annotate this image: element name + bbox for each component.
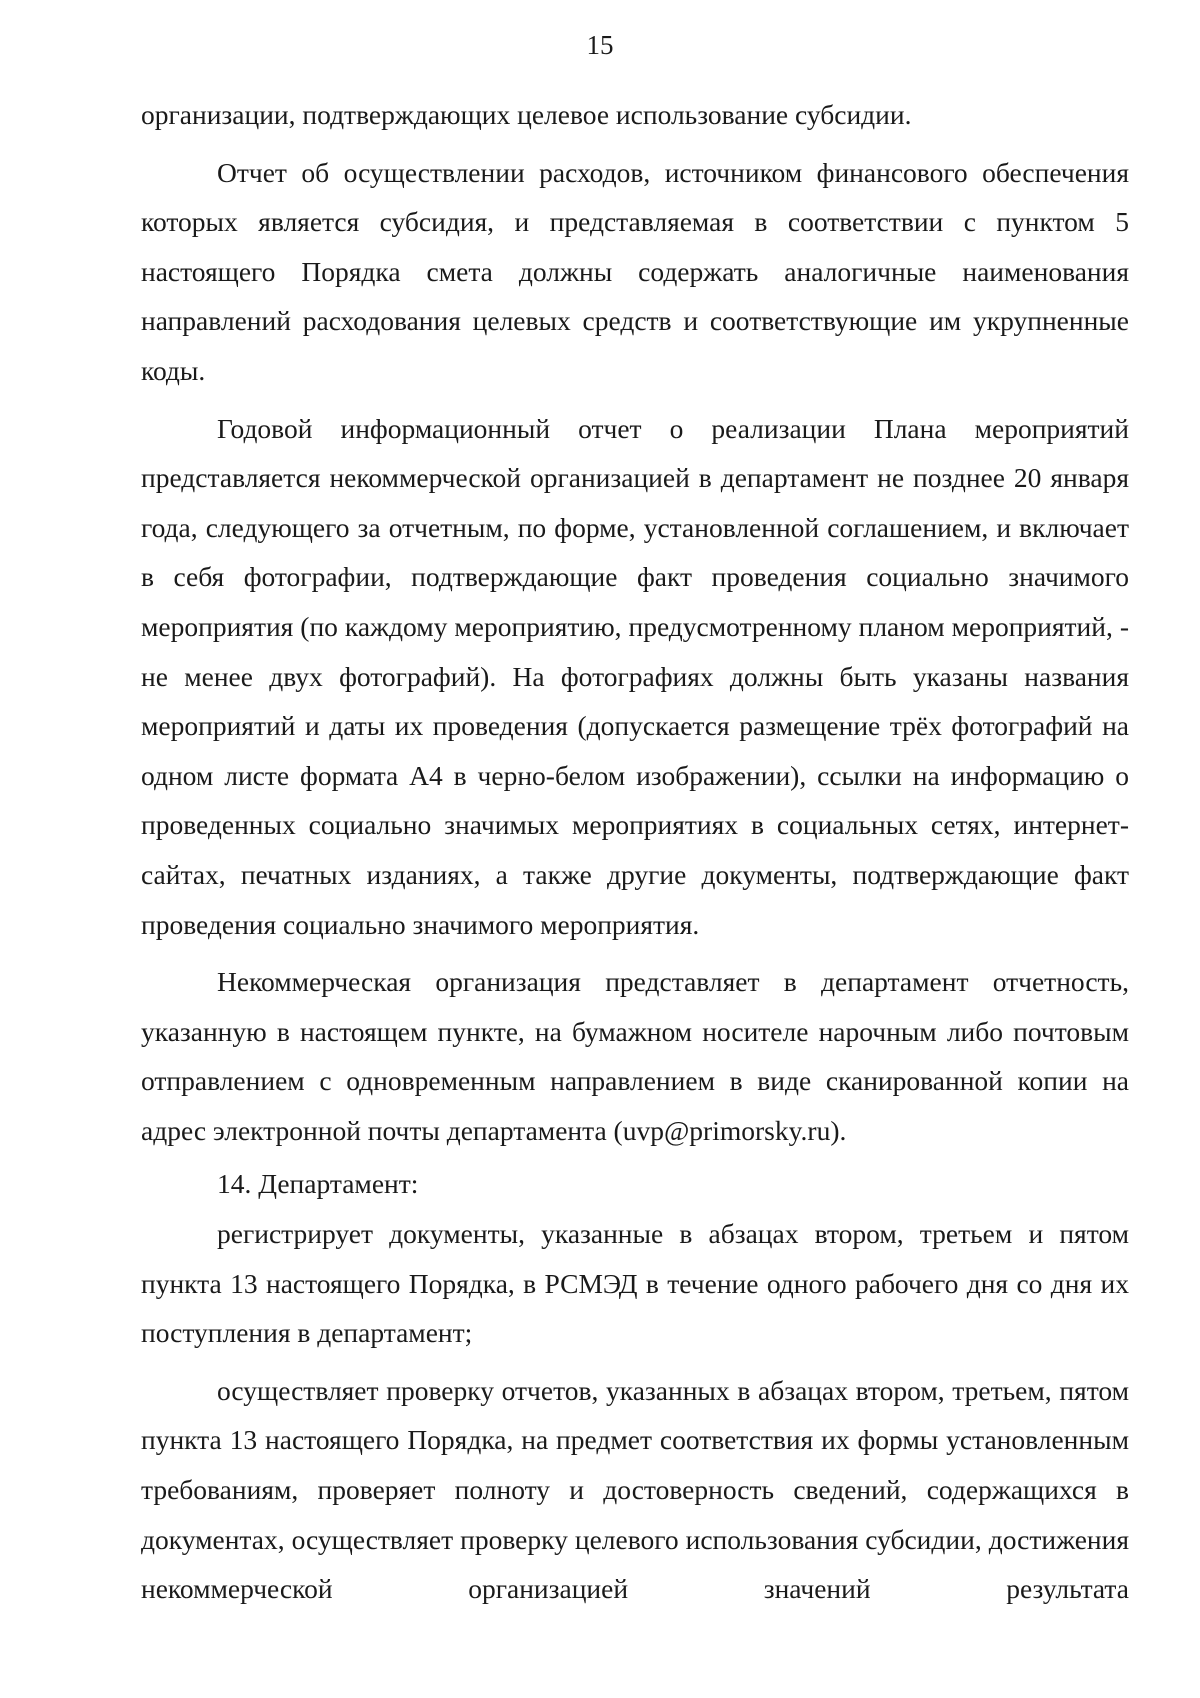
paragraph-checks-reports: осуществляет проверку отчетов, указанных в абзацах втором, третьем, пятом пункта 13 настоящего Порядка, на предмет соответствия их формы установленным требованиям, проверяет полноту и достоверность сведений, содержащихся в документах, осуществляет проверку целевого использования субсидии, достижения некоммерческой организацией значений результата [141, 1374, 1129, 1605]
page-number: 15 [586, 30, 614, 60]
paragraph-annual-report: Годовой информационный отчет о реализации Плана мероприятий представляется некоммерческой организацией в департамент не позднее 20 января года, следующего за отчетным, по форме, установленной соглашением, и включает в себя фотографии, подтверждающие факт проведения социально значимого мероприятия (по каждому мероприятию, предусмотренному планом мероприятий, - не менее двух фотографий). На фотографиях должны быть указаны названия мероприятий и даты их проведения (допускается размещение трёх фотографий на одном листе формата А4 в черно-белом изображении), ссылки на информацию о проведенных социально значимых мероприятиях в социальных сетях, интернет-сайтах, печатных изданиях, а также другие документы, подтверждающие факт проведения социально значимого мероприятия. [141, 412, 1129, 940]
paragraph-registers-documents: регистрирует документы, указанные в абзацах втором, третьем и пятом пункта 13 настоящего Порядка, в РСМЭД в течение одного рабочего дня со дня их поступления в департамент; [141, 1218, 1129, 1349]
paragraph-continuation: организации, подтверждающих целевое использование субсидии. [141, 99, 912, 130]
document-body [141, 90, 1129, 1614]
paragraph-clause-14-heading: 14. Департамент: [217, 1168, 419, 1200]
paragraph-report-expenses: Отчет об осуществлении расходов, источником финансового обеспечения которых является субсидия, и представляемая в соответствии с пунктом 5 настоящего Порядка смета должны содержать аналогичные наименования направлений расходования целевых средств и соответствующие им укрупненные коды. [141, 156, 1129, 386]
paragraph-reporting-submission: Некоммерческая организация представляет в департамент отчетность, указанную в настоящем пункте, на бумажном носителе нарочным либо почтовым отправлением с одновременным направлением в виде сканированной копии на адрес электронной почты департамента (uvp@primorsky.ru). [141, 966, 1129, 1146]
